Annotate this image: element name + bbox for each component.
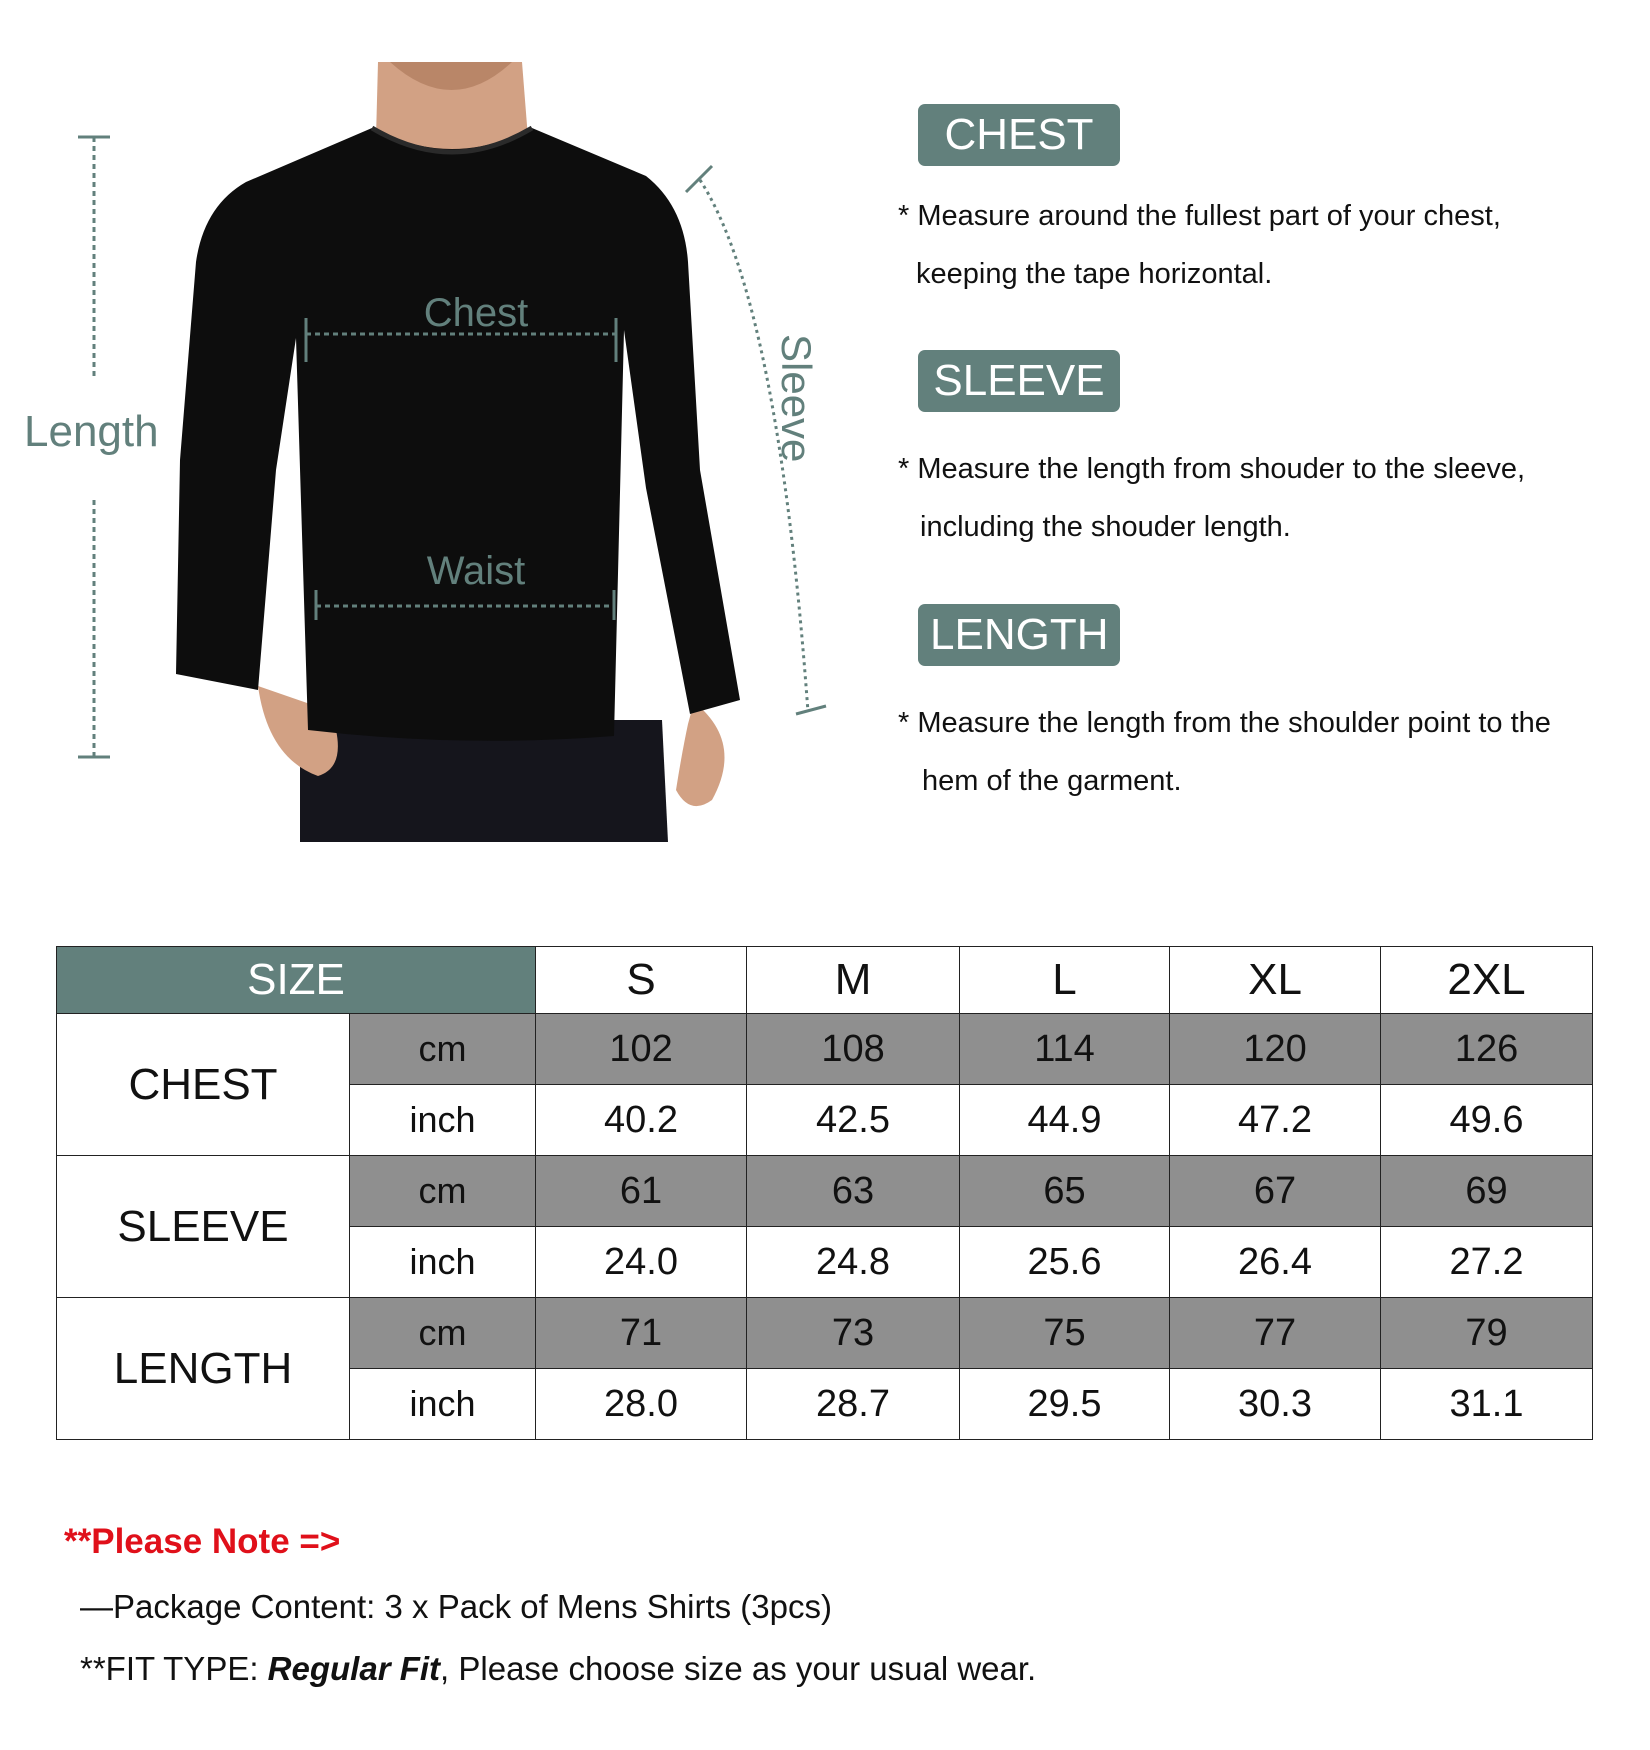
value-cell: 25.6 [960, 1227, 1170, 1298]
chest-desc-line1: * Measure around the fullest part of your chest, [898, 200, 1501, 232]
length-desc-line2: hem of the garment. [922, 765, 1182, 797]
size-col-s: S [536, 947, 747, 1014]
length-desc-line1: * Measure the length from the shoulder point to the [898, 707, 1551, 739]
unit-cell: cm [350, 1014, 536, 1085]
sleeve-badge: SLEEVE [918, 350, 1120, 412]
size-col-xl: XL [1170, 947, 1381, 1014]
value-cell: 28.7 [747, 1369, 960, 1440]
table-header-row [57, 947, 1593, 1014]
sleeve-desc-line2: including the shouder length. [920, 511, 1291, 543]
category-cell: SLEEVE [57, 1156, 350, 1298]
length-badge: LENGTH [918, 604, 1120, 666]
length-description [898, 694, 1551, 810]
length-label: Length [24, 407, 159, 456]
value-cell: 28.0 [536, 1369, 747, 1440]
unit-cell: inch [350, 1085, 536, 1156]
value-cell: 108 [747, 1014, 960, 1085]
value-cell: 44.9 [960, 1085, 1170, 1156]
value-cell: 29.5 [960, 1369, 1170, 1440]
sleeve-desc-line1: * Measure the length from shouder to the sleeve, [898, 453, 1526, 485]
value-cell: 69 [1381, 1156, 1593, 1227]
value-cell: 24.8 [747, 1227, 960, 1298]
fit-type-suffix: , Please choose size as your usual wear. [440, 1650, 1037, 1687]
unit-cell: cm [350, 1298, 536, 1369]
value-cell: 67 [1170, 1156, 1381, 1227]
value-cell: 75 [960, 1298, 1170, 1369]
value-cell: 40.2 [536, 1085, 747, 1156]
value-cell: 49.6 [1381, 1085, 1593, 1156]
value-cell: 71 [536, 1298, 747, 1369]
category-cell: CHEST [57, 1014, 350, 1156]
value-cell: 47.2 [1170, 1085, 1381, 1156]
shirt-illustration [0, 0, 880, 860]
category-cell: LENGTH [57, 1298, 350, 1440]
value-cell: 114 [960, 1014, 1170, 1085]
size-col-m: M [747, 947, 960, 1014]
value-cell: 61 [536, 1156, 747, 1227]
right-hand-shape [676, 702, 724, 806]
sleeve-label: Sleeve [773, 334, 820, 463]
value-cell: 30.3 [1170, 1369, 1381, 1440]
fit-type-prefix: **FIT TYPE: [80, 1650, 268, 1687]
size-col-2xl: 2XL [1381, 947, 1593, 1014]
value-cell: 65 [960, 1156, 1170, 1227]
value-cell: 31.1 [1381, 1369, 1593, 1440]
chest-desc-line2: keeping the tape horizontal. [916, 258, 1273, 290]
value-cell: 102 [536, 1014, 747, 1085]
size-chart-table [56, 946, 1593, 1440]
value-cell: 120 [1170, 1014, 1381, 1085]
waist-label: Waist [426, 549, 526, 593]
value-cell: 126 [1381, 1014, 1593, 1085]
unit-cell: inch [350, 1227, 536, 1298]
chest-description [898, 187, 1501, 303]
table-row [57, 1156, 1593, 1227]
fit-type-value: Regular Fit [267, 1650, 441, 1687]
value-cell: 26.4 [1170, 1227, 1381, 1298]
package-content-note: —Package Content: 3 x Pack of Mens Shirts (3pcs) [80, 1588, 832, 1625]
unit-cell: inch [350, 1369, 536, 1440]
value-cell: 79 [1381, 1298, 1593, 1369]
shirt-shape [176, 128, 740, 741]
note-title: **Please Note => [64, 1522, 341, 1561]
chest-badge: CHEST [918, 104, 1120, 166]
fit-type-note [80, 1650, 1036, 1688]
table-row [57, 1014, 1593, 1085]
sleeve-description [898, 440, 1525, 556]
size-col-l: L [960, 947, 1170, 1014]
value-cell: 77 [1170, 1298, 1381, 1369]
value-cell: 42.5 [747, 1085, 960, 1156]
table-row [57, 1298, 1593, 1369]
value-cell: 73 [747, 1298, 960, 1369]
value-cell: 27.2 [1381, 1227, 1593, 1298]
chest-label: Chest [423, 291, 529, 335]
unit-cell: cm [350, 1156, 536, 1227]
size-header-cell: SIZE [57, 947, 536, 1014]
value-cell: 24.0 [536, 1227, 747, 1298]
value-cell: 63 [747, 1156, 960, 1227]
